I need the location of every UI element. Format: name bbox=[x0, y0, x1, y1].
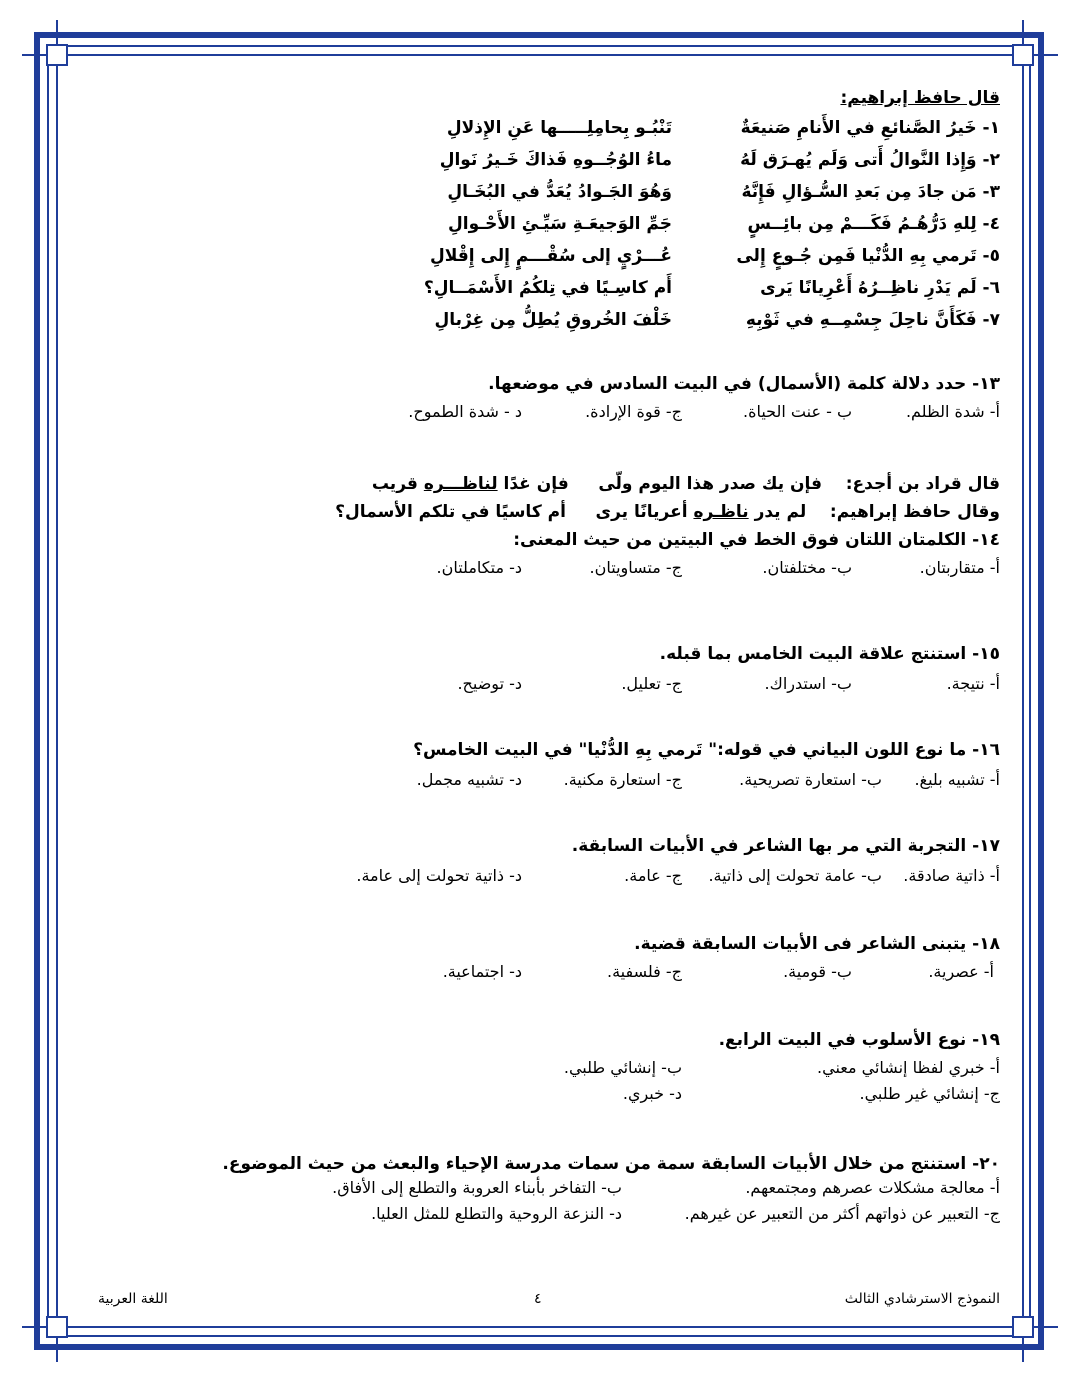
q14-option-a[interactable]: أ- متقاربتان. bbox=[919, 558, 1000, 577]
q14-verse-1-a: فإن يك صدر هذا اليوم ولّى bbox=[598, 474, 823, 494]
q17-option-c[interactable]: ج- عامة. bbox=[624, 866, 682, 885]
q18-option-b[interactable]: ب- قومية. bbox=[783, 962, 852, 981]
q14-verse-2-label: وقال حافظ إبراهيم: bbox=[829, 502, 1000, 522]
q13-option-b[interactable]: ب - عنت الحياة. bbox=[743, 402, 852, 421]
verse-left: خَلْفَ الخُروقِ يُطِلُّ مِن غِرْبالِ bbox=[434, 310, 672, 330]
q14-verse-2-c: أم كاسيًا في تلكم الأسمال؟ bbox=[335, 502, 566, 522]
verse-right: ٧- فَكَأَنَّ ناحِلَ جِسْمِــهِ في ثَوْبِهِ bbox=[745, 310, 1000, 330]
q15-option-b[interactable]: ب- استدراك. bbox=[764, 674, 852, 693]
q19-option-d[interactable]: د- خبري. bbox=[622, 1084, 682, 1103]
border-line bbox=[22, 1326, 1058, 1328]
verse-right: ١- خَيرُ الصَّنائعِ في الأَنامِ صَنيعَةٌ bbox=[740, 118, 1000, 138]
q19-option-b[interactable]: ب- إنشائي طلبي. bbox=[563, 1058, 682, 1077]
border-line bbox=[22, 54, 1058, 56]
verse-right: ٢- وَإِذا النَّوالُ أَتى وَلَم يُهـرَق لَهُ bbox=[740, 150, 1000, 170]
corner-ornament bbox=[1012, 44, 1034, 66]
verse-right: ٥- تَرمي بِهِ الدُّنْيا فَمِن جُـوعٍ إِلى bbox=[736, 246, 1000, 266]
question-16: ١٦- ما نوع اللون البياني في قوله:" تَرمي بِهِ الدُّنْيا" في البيت الخامس؟ bbox=[413, 740, 1000, 760]
border-line bbox=[1022, 20, 1024, 1362]
q14-underlined-word-1: لناظـــره bbox=[423, 474, 498, 494]
q14-verse-1 bbox=[372, 472, 1000, 496]
q20-option-a[interactable]: أ- معالجة مشكلات عصرهم ومجتمعهم. bbox=[745, 1178, 1000, 1197]
q16-option-a[interactable]: أ- تشبيه بليغ. bbox=[914, 770, 1000, 789]
verse-right: ٤- لِلهِ دَرُّهُـمُ فَكَـــمْ مِن بائِــسٍ bbox=[747, 214, 1000, 234]
verse-left: جَمِّ الوَجيعَـةِ سَيِّـئِ الأَحْـوالِ bbox=[448, 214, 672, 234]
q20-option-d[interactable]: د- النزعة الروحية والتطلع للمثل العليا. bbox=[371, 1204, 622, 1223]
q16-option-d[interactable]: د- تشبيه مجمل. bbox=[416, 770, 522, 789]
verse-left: تَنْبُـو بِحامِلِـــــها عَنِ الإِذلالِ bbox=[446, 118, 672, 138]
q14-verse-1-label: قال قراد بن أجدع: bbox=[845, 474, 1000, 494]
footer-model-title: النموذج الاسترشادي الثالث bbox=[844, 1291, 1000, 1307]
border-line bbox=[56, 20, 58, 1362]
q13-option-d[interactable]: د - شدة الطموح. bbox=[408, 402, 522, 421]
footer-subject: اللغة العربية bbox=[98, 1291, 168, 1307]
q17-option-d[interactable]: د- ذاتية تحولت إلى عامة. bbox=[356, 866, 522, 885]
verse-left: عُـــرْيٍ إلى سُقْـــمٍ إِلى إِقْلالِ bbox=[429, 246, 672, 266]
verse-left: وَهُوَ الجَـوادُ يُعَدُّ في البُخَـالِ bbox=[447, 182, 672, 202]
question-14: ١٤- الكلمتان اللتان فوق الخط في البيتين من حيث المعنى: bbox=[513, 530, 1000, 550]
q18-option-a[interactable]: أ- عصرية. bbox=[928, 962, 994, 981]
verse-right: ٣- مَن جادَ مِن بَعدِ السُّـؤالِ فَإِنَّهُ bbox=[741, 182, 1000, 202]
q17-option-a[interactable]: أ- ذاتية صادقة. bbox=[903, 866, 1000, 885]
q16-option-c[interactable]: ج- استعارة مكنية. bbox=[563, 770, 682, 789]
q13-option-c[interactable]: ج- قوة الإرادة. bbox=[585, 402, 682, 421]
footer-page-number: ٤ bbox=[534, 1291, 542, 1307]
question-20: ٢٠- استنتج من خلال الأبيات السابقة سمة من سمات مدرسة الإحياء والبعث من حيث الموضوع. bbox=[222, 1154, 1000, 1174]
question-15: ١٥- استنتج علاقة البيت الخامس بما قبله. bbox=[659, 644, 1000, 664]
question-18: ١٨- يتبنى الشاعر فى الأبيات السابقة قضية. bbox=[634, 934, 1000, 954]
q18-option-d[interactable]: د- اجتماعية. bbox=[442, 962, 522, 981]
q19-option-c[interactable]: ج- إنشائي غير طلبي. bbox=[859, 1084, 1000, 1103]
question-17: ١٧- التجربة التي مر بها الشاعر في الأبيات السابقة. bbox=[571, 836, 1000, 856]
q14-option-c[interactable]: ج- متساويتان. bbox=[589, 558, 682, 577]
poem-intro: قال حافظ إبراهيم: bbox=[840, 88, 1000, 108]
q14-option-b[interactable]: ب- مختلفتان. bbox=[762, 558, 852, 577]
q14-verse-1-c: قريب bbox=[371, 474, 424, 494]
q14-option-d[interactable]: د- متكاملتان. bbox=[436, 558, 522, 577]
q14-verse-2-b: أعريانًا يرى bbox=[595, 502, 694, 522]
q15-option-d[interactable]: د- توضيح. bbox=[457, 674, 522, 693]
q13-option-a[interactable]: أ- شدة الظلم. bbox=[905, 402, 1000, 421]
question-19: ١٩- نوع الأسلوب في البيت الرابع. bbox=[718, 1030, 1000, 1050]
verse-left: ماءُ الوُجُــوهِ فَذاكَ خَـيرُ نَوالِ bbox=[439, 150, 672, 170]
q16-option-b[interactable]: ب- استعارة تصريحية. bbox=[739, 770, 882, 789]
q14-verse-2-a: لم يدر bbox=[748, 502, 807, 522]
q14-verse-2 bbox=[335, 500, 1000, 524]
verse-right: ٦- لَم يَدْرِ ناظِــرُهُ أَعْرِيانًا يَرى bbox=[760, 278, 1000, 298]
corner-ornament bbox=[1012, 1316, 1034, 1338]
q15-option-a[interactable]: أ- نتيجة. bbox=[946, 674, 1000, 693]
page-border-inner bbox=[47, 45, 1031, 1337]
question-13: ١٣- حدد دلالة كلمة (الأسمال) في البيت السادس في موضعها. bbox=[488, 374, 1000, 394]
q20-option-c[interactable]: ج- التعبير عن ذواتهم أكثر من التعبير عن غيرهم. bbox=[684, 1204, 1000, 1223]
q17-option-b[interactable]: ب- عامة تحولت إلى ذاتية. bbox=[708, 866, 882, 885]
q15-option-c[interactable]: ج- تعليل. bbox=[621, 674, 682, 693]
q19-option-a[interactable]: أ- خبري لفظا إنشائي معني. bbox=[817, 1058, 1000, 1077]
corner-ornament bbox=[46, 44, 68, 66]
q14-underlined-word-2: ناظـره bbox=[693, 502, 749, 522]
verse-left: أَم كاسِـيًا في تِلكُمُ الأَسْمَــالِ؟ bbox=[423, 278, 672, 298]
q20-option-b[interactable]: ب- التفاخر بأبناء العروبة والتطلع إلى الأفاق. bbox=[332, 1178, 622, 1197]
q14-verse-1-b: فإن غدًا bbox=[497, 474, 569, 494]
corner-ornament bbox=[46, 1316, 68, 1338]
q18-option-c[interactable]: ج- فلسفية. bbox=[607, 962, 682, 981]
